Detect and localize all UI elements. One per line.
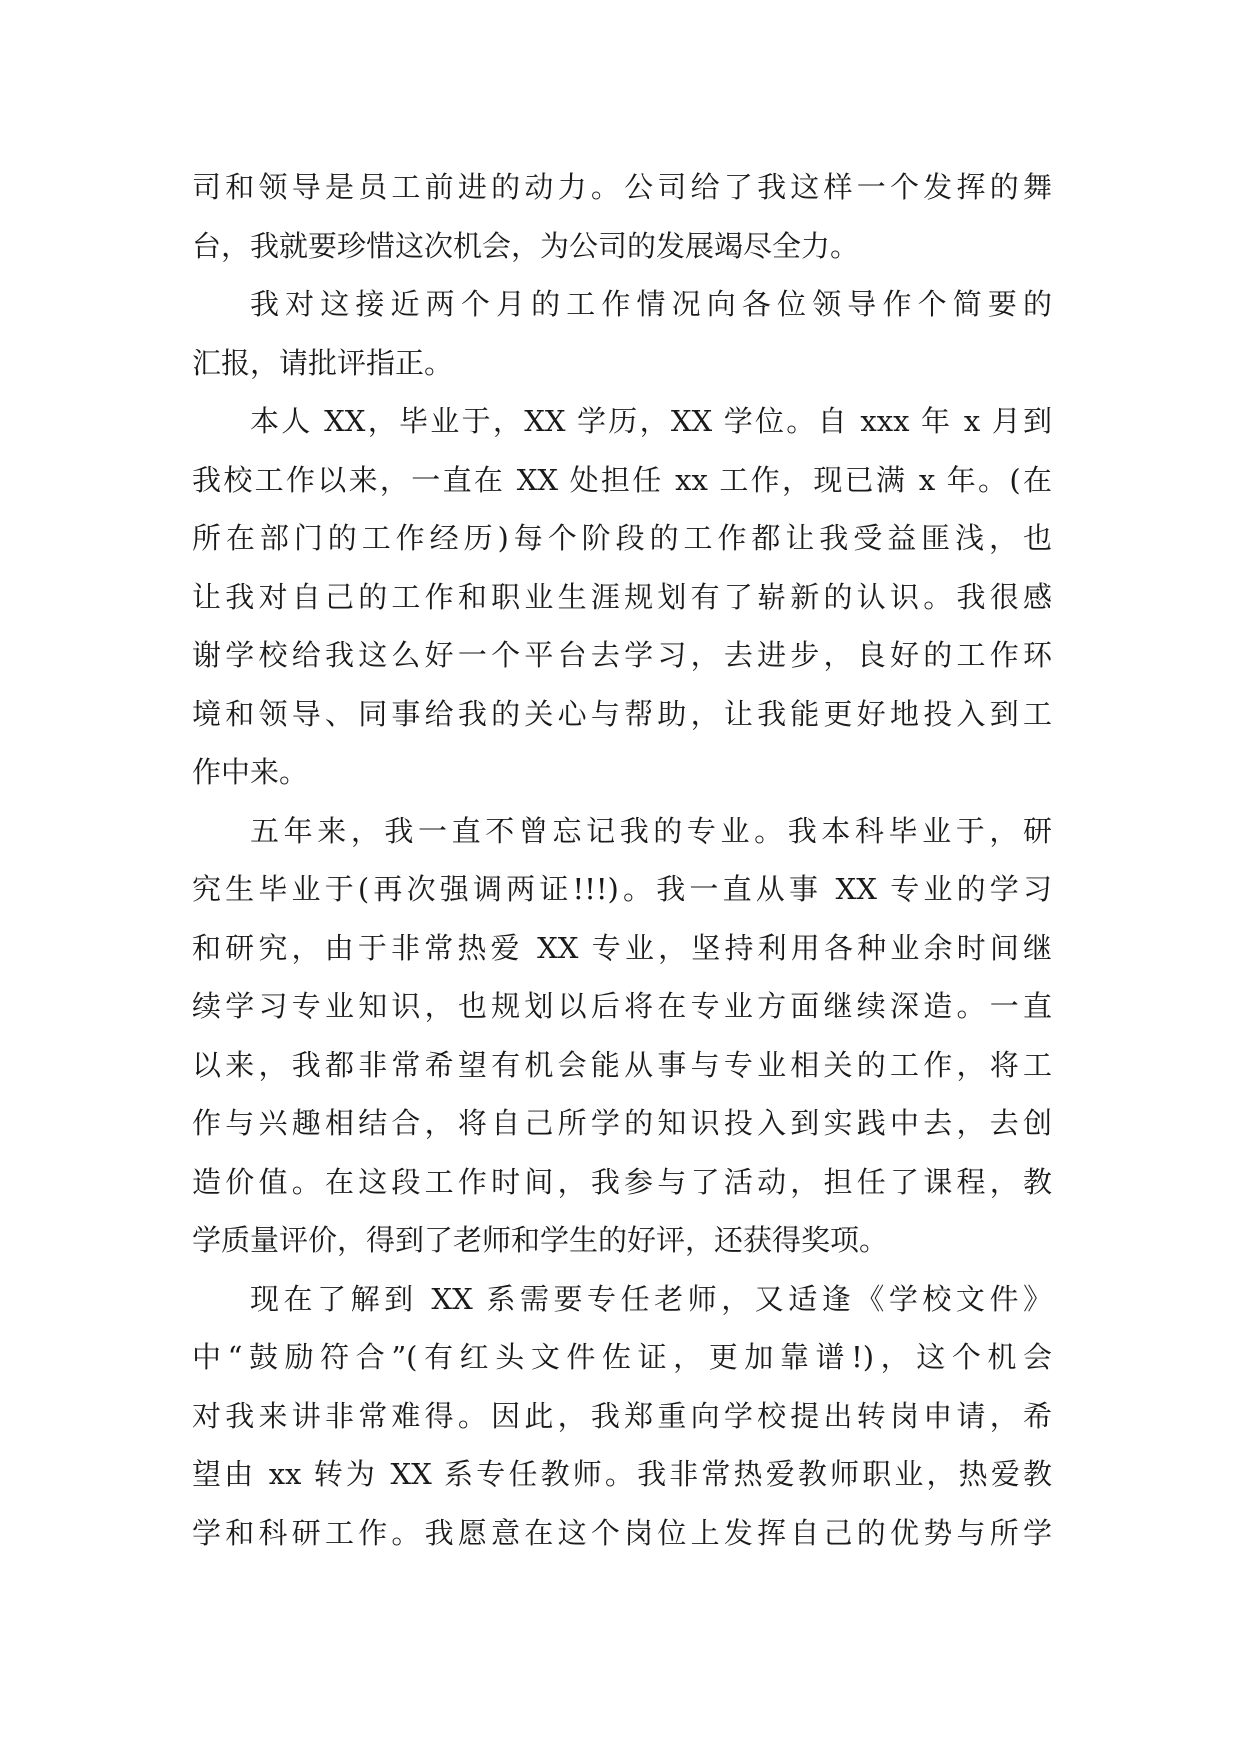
text-line: 造价值。在这段工作时间，我参与了活动，担任了课程，教 <box>192 1164 1052 1199</box>
text-line: 境和领导、同事给我的关心与帮助，让我能更好地投入到工 <box>192 696 1052 731</box>
text-line: 作中来。 <box>192 755 309 789</box>
text-line: 中“鼓励符合”(有红头文件佐证，更加靠谱!)，这个机会 <box>192 1340 1052 1374</box>
text-line: 和研究，由于非常热爱 XX 专业，坚持利用各种业余时间继 <box>192 930 1052 965</box>
text-line: 我对这接近两个月的工作情况向各位领导作个简要的 <box>250 287 1052 321</box>
text-line: 对我来讲非常难得。因此，我郑重向学校提出转岗申请，希 <box>192 1398 1052 1433</box>
text-line: 现在了解到 XX 系需要专任老师，又适逢《学校文件》 <box>250 1281 1052 1316</box>
body-text <box>192 158 1052 1562</box>
text-line: 究生毕业于(再次强调两证!!!)。我一直从事 XX 专业的学习 <box>192 872 1052 906</box>
text-line: 以来，我都非常希望有机会能从事与专业相关的工作，将工 <box>192 1047 1052 1082</box>
text-line: 所在部门的工作经历)每个阶段的工作都让我受益匪浅，也 <box>192 521 1052 555</box>
text-line: 司和领导是员工前进的动力。公司给了我这样一个发挥的舞 <box>192 170 1052 204</box>
text-line: 让我对自己的工作和职业生涯规划有了崭新的认识。我很感 <box>192 579 1052 614</box>
text-line: 本人 XX，毕业于，XX 学历，XX 学位。自 xxx 年 x 月到 <box>250 404 1052 438</box>
text-line: 汇报，请批评指正。 <box>192 345 454 380</box>
text-line: 谢学校给我这么好一个平台去学习，去进步，良好的工作环 <box>192 638 1052 672</box>
text-line: 作与兴趣相结合，将自己所学的知识投入到实践中去，去创 <box>192 1106 1052 1140</box>
text-line: 学质量评价，得到了老师和学生的好评，还获得奖项。 <box>192 1223 889 1257</box>
text-line: 续学习专业知识，也规划以后将在专业方面继续深造。一直 <box>192 989 1052 1023</box>
text-line: 望由 xx 转为 XX 系专任教师。我非常热爱教师职业，热爱教 <box>192 1457 1052 1491</box>
text-line: 五年来，我一直不曾忘记我的专业。我本科毕业于，研 <box>250 813 1052 848</box>
text-line: 学和科研工作。我愿意在这个岗位上发挥自己的优势与所学 <box>192 1515 1052 1550</box>
text-line: 我校工作以来，一直在 XX 处担任 xx 工作，现已满 x 年。(在 <box>192 462 1052 497</box>
text-line: 台，我就要珍惜这次机会，为公司的发展竭尽全力。 <box>192 228 860 263</box>
